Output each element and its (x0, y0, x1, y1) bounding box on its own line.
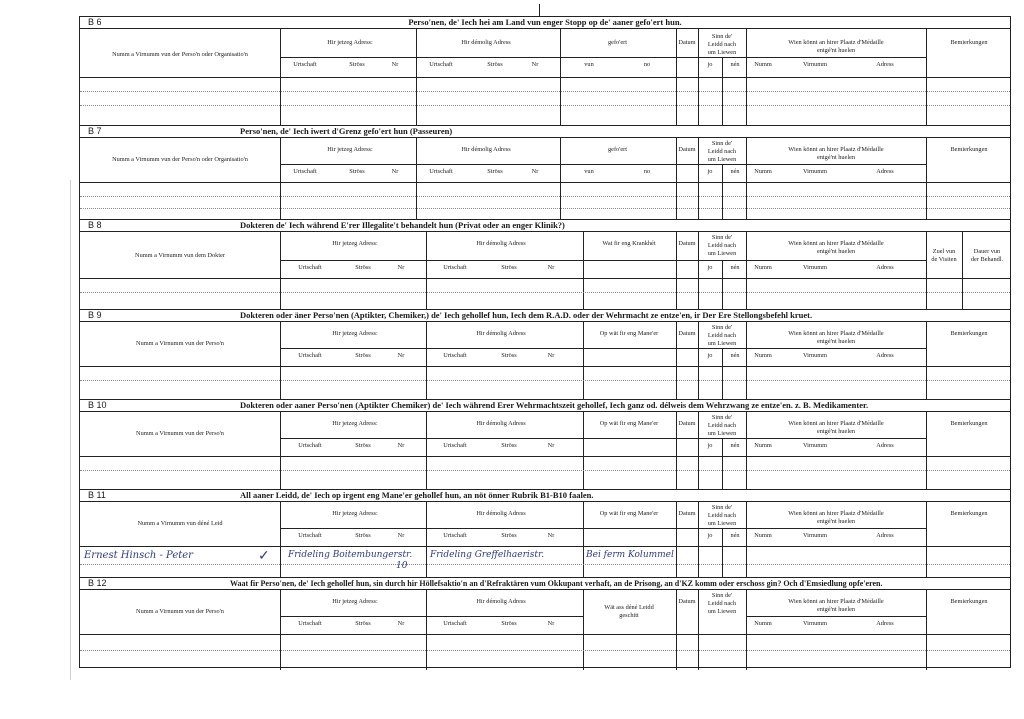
col-medal-1: Wien könnt an hirer Plaatz d'Médaille (788, 39, 884, 46)
col-what-happened-2: geschitt (619, 612, 639, 619)
col-street: Ströss (501, 352, 517, 359)
section-b10 (80, 399, 1010, 489)
col-medal-1: Wien könnt an hirer Plaatz d'Médaille (788, 420, 884, 427)
column-name: Numm a Virnumm vun déné Leid (137, 520, 223, 527)
col-locality: Urtschaft (298, 264, 322, 271)
col-no: nén (730, 168, 740, 175)
col-duration-2: der Behandl. (970, 256, 1004, 263)
col-yes: jo (707, 168, 713, 175)
handwritten-name: Ernest Hinsch - Peter (84, 550, 193, 561)
page-top-mark (539, 4, 540, 16)
col-former-address: Hir démolig Adress (476, 420, 526, 427)
section-id: B 10 (88, 400, 107, 410)
col-locality: Urtschaft (443, 532, 467, 539)
column-name: Numm a Virnumm vun der Perso'n (136, 340, 224, 347)
col-alive-3: um Liewen (707, 250, 737, 257)
col-remarks: Bemierkungen (950, 598, 988, 605)
col-date: Datum (678, 420, 696, 427)
section-b12-header (80, 578, 1010, 590)
col-alive-2: Leidd nach (707, 600, 737, 607)
col-locality: Urtschaft (298, 620, 322, 627)
col-medal-2: entgé'nt huelen (816, 518, 856, 525)
col-firstname: Virnumm (802, 620, 828, 627)
col-current-address: Hir jetzeg Adress: (327, 39, 373, 46)
col-street: Ströss (355, 264, 371, 271)
col-address: Adress (876, 620, 894, 627)
col-former-address: Hir démolig Adress (461, 146, 511, 153)
col-surname: Numm (754, 168, 772, 175)
col-current-address: Hir jetzeg Adress: (332, 598, 378, 605)
col-yes: jo (707, 352, 713, 359)
refractory-help-form (79, 16, 1011, 668)
section-b8 (80, 219, 1010, 309)
section-title: Dokteren de' Iech während E'rer Illegalite't behandelt hun (Privat oder an enger Klinik?) (240, 220, 565, 230)
section-title: All aaner Leidd, de' Iech op irgent eng Mane'er gehollef hun, an nöt önner Rubrik B1-B10 faalen. (240, 490, 594, 500)
col-alive-2: Leidd nach (707, 422, 737, 429)
section-id: B 9 (88, 310, 102, 320)
col-what-happened-1: Wät ass déné Leidd (604, 604, 654, 611)
col-locality: Urtschaft (429, 168, 453, 175)
section-title: Waat fir Perso'nen, de' Iech gehollef hun, sin durch hir Höllefsaktio'n an d'Refraktären vum Okkupant verhaft, an de Prisong, an d'KZ komm oder erschoss gin? Och d'Emsiedlung opfe'eren. (230, 579, 883, 588)
col-visits-2: de Visiten (931, 256, 957, 263)
section-b6-header (80, 17, 1010, 29)
col-locality: Urtschaft (298, 532, 322, 539)
col-remarks: Bemierkungen (950, 330, 988, 337)
col-number: Nr (547, 442, 555, 449)
col-former-address: Hir démolig Adress (476, 240, 526, 247)
col-manner: Op wät fir eng Mane'er (599, 420, 659, 427)
col-alive-3: um Liewen (707, 49, 737, 56)
col-medal-1: Wien könnt an hirer Plaatz d'Médaille (788, 240, 884, 247)
col-date: Datum (678, 330, 696, 337)
col-alive-1: Sinn de' (711, 504, 733, 511)
handwritten-manner: Bei ferm Kolummel (586, 550, 674, 560)
col-surname: Numm (754, 352, 772, 359)
col-surname: Numm (754, 61, 772, 68)
col-medal-2: entgé'nt huelen (816, 248, 856, 255)
col-address: Adress (876, 532, 894, 539)
col-address: Adress (876, 264, 894, 271)
col-from: vun (584, 61, 594, 68)
col-alive-1: Sinn de' (711, 33, 733, 40)
section-title: Perso'nen, de' Iech hei am Land vun enger Stopp op de' aaner gefo'ert hun. (408, 17, 682, 27)
col-alive-1: Sinn de' (711, 234, 733, 241)
section-b10-header (80, 400, 1010, 412)
col-alive-3: um Liewen (707, 430, 737, 437)
column-name: Numm a Virnumm vun der Perso'n oder Organisatio'n (112, 51, 248, 58)
col-street: Ströss (501, 620, 517, 627)
section-b9-header (80, 310, 1010, 322)
col-remarks: Bemierkungen (950, 420, 988, 427)
col-former-address: Hir démolig Adress (461, 39, 511, 46)
col-alive-1: Sinn de' (711, 414, 733, 421)
col-surname: Numm (754, 532, 772, 539)
col-firstname: Virnumm (802, 352, 828, 359)
handwritten-current-number: 10 (396, 561, 408, 571)
col-former-address: Hir démolig Adress (476, 330, 526, 337)
col-alive-2: Leidd nach (707, 148, 737, 155)
col-street: Ströss (501, 442, 517, 449)
col-remarks: Bemierkungen (950, 146, 988, 153)
col-from: vun (584, 168, 594, 175)
col-date: Datum (678, 39, 696, 46)
col-number: Nr (547, 532, 555, 539)
col-firstname: Virnumm (802, 61, 828, 68)
col-medal-2: entgé'nt huelen (816, 154, 856, 161)
column-name: Numm a Virnumm vun der Perso'n (136, 608, 224, 615)
section-b11 (80, 489, 1010, 577)
col-medal-1: Wien könnt an hirer Plaatz d'Médaille (788, 598, 884, 605)
col-street: Ströss (349, 61, 365, 68)
col-date: Datum (678, 240, 696, 247)
section-id: B 12 (88, 578, 107, 588)
col-manner: Op wät fir eng Mane'er (599, 330, 659, 337)
col-street: Ströss (355, 620, 371, 627)
col-yes: jo (707, 61, 713, 68)
col-medal-1: Wien könnt an hirer Plaatz d'Médaille (788, 330, 884, 337)
col-current-address: Hir jetzeg Adress: (332, 240, 378, 247)
col-medal-2: entgé'nt huelen (816, 47, 856, 54)
col-remarks: Bemierkungen (950, 39, 988, 46)
col-no: nén (730, 264, 740, 271)
col-locality: Urtschaft (443, 442, 467, 449)
col-medal-2: entgé'nt huelen (816, 606, 856, 613)
col-duration-1: Dauer vun (973, 248, 1001, 255)
section-b11-header (80, 490, 1010, 502)
col-alive-1: Sinn de' (711, 324, 733, 331)
section-title: Dokteren oder äner Perso'nen (Aptikter, Chemiker,) de' Iech gehollef hun, Iech dem R.A.D. oder der Wehrmacht ze entze'en, ir Der Ere Stellongsbefehl kruet. (240, 310, 813, 320)
col-alive-2: Leidd nach (707, 512, 737, 519)
col-alive-2: Leidd nach (707, 332, 737, 339)
section-id: B 8 (88, 220, 102, 230)
col-transported: gefo'ert (608, 39, 627, 46)
col-medal-2: entgé'nt huelen (816, 428, 856, 435)
col-yes: jo (707, 532, 713, 539)
column-name: Numm a Virnumm vun der Perso'n oder Organisatio'n (112, 156, 248, 163)
col-locality: Urtschaft (293, 61, 317, 68)
section-title: Dokteren oder aaner Perso'nen (Aptikter Chemiker) de' Iech während Erer Wehrmachtszeit gehollef, Iech ganz od. délweis dem Wehrzwang ze entze'en. z. B. Medikamenter. (240, 400, 869, 410)
col-number: Nr (531, 168, 539, 175)
handwritten-current-address: Frideling Boitembungerstr. (288, 550, 413, 560)
col-alive-3: um Liewen (707, 156, 737, 163)
col-number: Nr (397, 532, 405, 539)
col-no: nén (730, 442, 740, 449)
col-alive-1: Sinn de' (711, 592, 733, 599)
col-number: Nr (397, 620, 405, 627)
col-remarks: Bemierkungen (950, 510, 988, 517)
col-date: Datum (678, 510, 696, 517)
col-to: no (643, 168, 651, 175)
section-id: B 7 (88, 126, 102, 136)
column-name: Numm a Virnumm vun der Perso'n (136, 430, 224, 437)
col-street: Ströss (487, 61, 503, 68)
col-yes: jo (707, 442, 713, 449)
col-locality: Urtschaft (429, 61, 453, 68)
col-surname: Numm (754, 620, 772, 627)
col-surname: Numm (754, 442, 772, 449)
col-locality: Urtschaft (443, 264, 467, 271)
col-street: Ströss (501, 532, 517, 539)
col-current-address: Hir jetzeg Adress: (332, 420, 378, 427)
col-date: Datum (678, 146, 696, 153)
col-current-address: Hir jetzeg Adress: (332, 510, 378, 517)
col-number: Nr (547, 352, 555, 359)
col-street: Ströss (355, 352, 371, 359)
col-locality: Urtschaft (443, 620, 467, 627)
col-alive-2: Leidd nach (707, 41, 737, 48)
col-medal-1: Wien könnt an hirer Plaatz d'Médaille (788, 510, 884, 517)
col-firstname: Virnumm (802, 532, 828, 539)
checkmark-icon: ✓ (258, 549, 270, 564)
col-number: Nr (547, 264, 555, 271)
section-b7-header (80, 126, 1010, 138)
col-current-address: Hir jetzeg Adress: (327, 146, 373, 153)
col-to: no (643, 61, 651, 68)
col-no: nén (730, 532, 740, 539)
col-number: Nr (391, 61, 399, 68)
col-address: Adress (876, 168, 894, 175)
col-firstname: Virnumm (802, 168, 828, 175)
col-medal-1: Wien könnt an hirer Plaatz d'Médaille (788, 146, 884, 153)
col-locality: Urtschaft (298, 442, 322, 449)
col-address: Adress (876, 352, 894, 359)
col-number: Nr (391, 168, 399, 175)
col-former-address: Hir démolig Adress (476, 510, 526, 517)
section-b12 (80, 577, 1010, 669)
col-current-address: Hir jetzeg Adress: (332, 330, 378, 337)
col-medal-2: entgé'nt huelen (816, 338, 856, 345)
col-locality: Urtschaft (298, 352, 322, 359)
column-name: Numm a Virnumm vun dem Dokter (135, 252, 225, 259)
section-b9 (80, 309, 1010, 399)
col-street: Ströss (501, 264, 517, 271)
section-b8-header (80, 220, 1010, 232)
col-date: Datum (678, 598, 696, 605)
section-title: Perso'nen, de' Iech iwert d'Grenz gefo'ert hun (Passeuren) (240, 126, 453, 136)
section-id: B 11 (88, 490, 106, 500)
col-address: Adress (876, 442, 894, 449)
col-visits-1: Zuel vun (932, 248, 956, 255)
col-street: Ströss (487, 168, 503, 175)
col-transported: gefo'ert (608, 146, 627, 153)
handwritten-former-address: Frideling Greffelhaeristr. (430, 550, 545, 560)
col-firstname: Virnumm (802, 264, 828, 271)
col-no: nén (730, 352, 740, 359)
col-illness: Wat fir eng Krankhét (602, 240, 656, 247)
col-number: Nr (397, 442, 405, 449)
col-locality: Urtschaft (443, 352, 467, 359)
col-alive-3: um Liewen (707, 520, 737, 527)
col-former-address: Hir démolig Adress (476, 598, 526, 605)
section-b7 (80, 125, 1010, 219)
col-yes: jo (707, 264, 713, 271)
col-street: Ströss (355, 532, 371, 539)
col-number: Nr (397, 352, 405, 359)
col-surname: Numm (754, 264, 772, 271)
col-street: Ströss (349, 168, 365, 175)
col-alive-1: Sinn de' (711, 140, 733, 147)
page-edge-shadow (70, 180, 71, 680)
col-locality: Urtschaft (293, 168, 317, 175)
section-id: B 6 (88, 17, 102, 27)
col-number: Nr (531, 61, 539, 68)
col-alive-3: um Liewen (707, 340, 737, 347)
col-address: Adress (876, 61, 894, 68)
col-number: Nr (547, 620, 555, 627)
col-no: nén (730, 61, 740, 68)
col-number: Nr (397, 264, 405, 271)
col-alive-2: Leidd nach (707, 242, 737, 249)
col-firstname: Virnumm (802, 442, 828, 449)
col-alive-3: um Liewen (707, 608, 737, 615)
section-b6 (80, 17, 1010, 125)
col-street: Ströss (355, 442, 371, 449)
col-manner: Op wät fir eng Mane'er (599, 510, 659, 517)
